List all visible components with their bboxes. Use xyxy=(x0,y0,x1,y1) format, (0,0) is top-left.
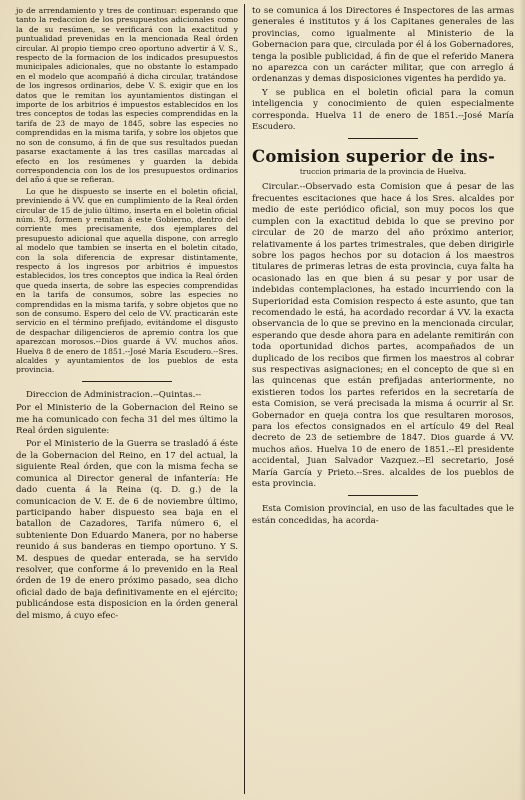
section-heading-comision: Comision superior de ins- xyxy=(252,147,496,167)
section-rule xyxy=(348,138,418,139)
left-column xyxy=(16,6,238,624)
paragraph-circular: Circular.--Observado esta Comision que á pesar de las frecuentes escitaciones que hace á los Sres. alcaldes por medio de este periódico oficial, son muy pocos los que cumplen con la exactitud debida lo que se previno por circular de 20 de marzo del año próximo anterior, relativamente á los partes trimestrales, que deben dirigirle sobre los pagos hechos por su dotacion á los maestros titulares de primeras letras de esta provincia, cuya falta ha ocasionado las en que bien á su pesar y por usar de indebidas contemplaciones, ha estado incurriendo con la Superioridad esta Comision respecto á este asunto, que tan recomendado le está, ha acordado recordar á VV. la exacta observancia de lo que se previno en la mencionada circular, esperando que desde ahora para en adelante remitirán con toda oportunidad dichos partes, acompañados de un duplicado de los recibos que firmen los maestros al cobrar sus respectivas asignaciones; en el concepto de que si en las quincenas que están prefijadas anteriormente, no existieren todos los partes referidos en la secretaría de esta Comision, se verá precisada la misma á ocurrir al Sr. Gobernador en queja contra los que resultaren morosos, para los efectos consignados en el artículo 49 del Real decreto de 23 de setiembre de 1847. Dios guarde á VV. muchos años. Huelva 10 de enero de 1851.--El presidente accidental, Juan Salvador Vazquez.--El secretario, José María García y Prieto.--Sres. alcaldes de los pueblos de esta provincia. xyxy=(252,182,514,490)
section-rule xyxy=(348,495,418,496)
section-rule xyxy=(82,381,172,382)
paragraph-publica-boletin: Y se publica en el boletin oficial para la comun inteligencia y conocimiento de quien especialmente corresponda. Huelva 11 de enero de 1851.--José María Escudero. xyxy=(252,87,514,133)
section-subheading-comision: truccion primaria de la provincia de Huelva. xyxy=(299,167,467,177)
paragraph-directores: to se comunica á los Directores é Inspectores de las armas generales é institutos y á los Capitanes generales de las provincias, como igualmente al Ministerio de la Gobernacion para que, circulada por él á los Gobernadores, tenga la posible publicidad, á fin de que el referido Manera no aparezca con un carácter militar, que con arreglo á ordenanzas y demas disposiciones vigentes ha perdido ya. xyxy=(252,6,514,85)
column-divider xyxy=(244,4,245,794)
paragraph-comision-provincial: Esta Comision provincial, en uso de las facultades que le están concedidas, ha acorda- xyxy=(252,504,514,526)
paragraph-boletin-oficial: Lo que he dispuesto se inserte en el boletin oficial, previniendo á VV. que en cumplimiento de la Real órden circular de 15 de julio último, inserta en el boletin oficial núm. 93, formen y remitan á este Gobierno, dentro del corriente mes precisamente, dos ejemplares del presupuesto adicional que aquella dispone, con arreglo al modelo que tambien se inserta en el boletin citado, con la sola diferencia de expresar distintamente, respecto á los ingresos por arbitrios é impuestos establecidos, los tres conceptos que indica la Real órden que queda inserta, de sobre las especies comprendidas en la tarifa de consumos, sobre las especies no comprendidas en la misma tarifa, y sobre objetos que no son de consumo. Espero del celo de VV. practicarán este servicio en el término prefijado, evitándome el disgusto de despachar diligencieros de apremio contra los que aparezcan morosos.--Dios guarde á VV. muchos años. Huelva 8 de enero de 1851.--José María Escudero.--Sres. alcaldes y ayuntamientos de los pueblos de esta provincia. xyxy=(16,186,238,375)
paragraph-presupuestos: jo de arrendamiento y tres de continuar: esperando que tanto la redaccion de los presupuestos adicionales como la de su resúmen, se verificará con la exactitud y puntualidad prevenidas en la mencionada Real órden circular. Al propio tiempo creo oportuno advertir á V. S., respecto de la formacion de los indicados presupuestos municipales adicionales, que no obstante lo estampado en el modelo que acompañó á dicha circular, tratándose de los ingresos ordinarios, debe V. S. exigir que en los datos que le remitan los ayuntamientos distingan el importe de los arbitrios é impuestos establecidos en los tres conceptos de todas las especies comprendidas en la tarifa de 23 de mayo de 1845, sobre las especies no comprendidas en la misma tarifa, y sobre los objetos que no son de consumo, á fin de que sus resultados puedan pasarse exactamente á las tres casillas marcadas al efecto en los resúmenes y guarden la debida correspondencia con los de los presupuestos ordinarios del año á que se refieran. xyxy=(16,6,238,185)
page-edge-shadow xyxy=(519,0,525,800)
paragraph-ministerio-guerra: Por el Ministerio de la Guerra se trasladó á éste de la Gobernacion del Reino, en 17 del actual, la siguiente Real órden, que con la misma fecha se comunica al Director general de infantería: He dado cuenta á la Reina (q. D. g.) de la comunicacion de V. E. de 6 de noviembre último, participando haber dispuesto sea baja en el batallon de Cazadores, Tarifa número 6, el subteniente Don Eduardo Manera, por no haberse reunido á sus banderas en tiempo oportuno. Y S. M. despues de quedar enterada, se ha servido resolver, que conforme á lo prevenido en la Real órden de 19 de enero próximo pasado, sea dicho oficial dado de baja definitivamente en el ejército; publicándose esta disposicion en la órden general del mismo, á cuyo efec- xyxy=(16,439,238,621)
section-heading-quintas: Direccion de Administracion.--Quintas.-- xyxy=(26,389,202,400)
paragraph-real-orden-intro: Por el Ministerio de la Gobernacion del Reino se me ha comunicado con fecha 31 del mes último la Real órden siguiente: xyxy=(16,403,238,437)
right-column xyxy=(252,6,514,529)
